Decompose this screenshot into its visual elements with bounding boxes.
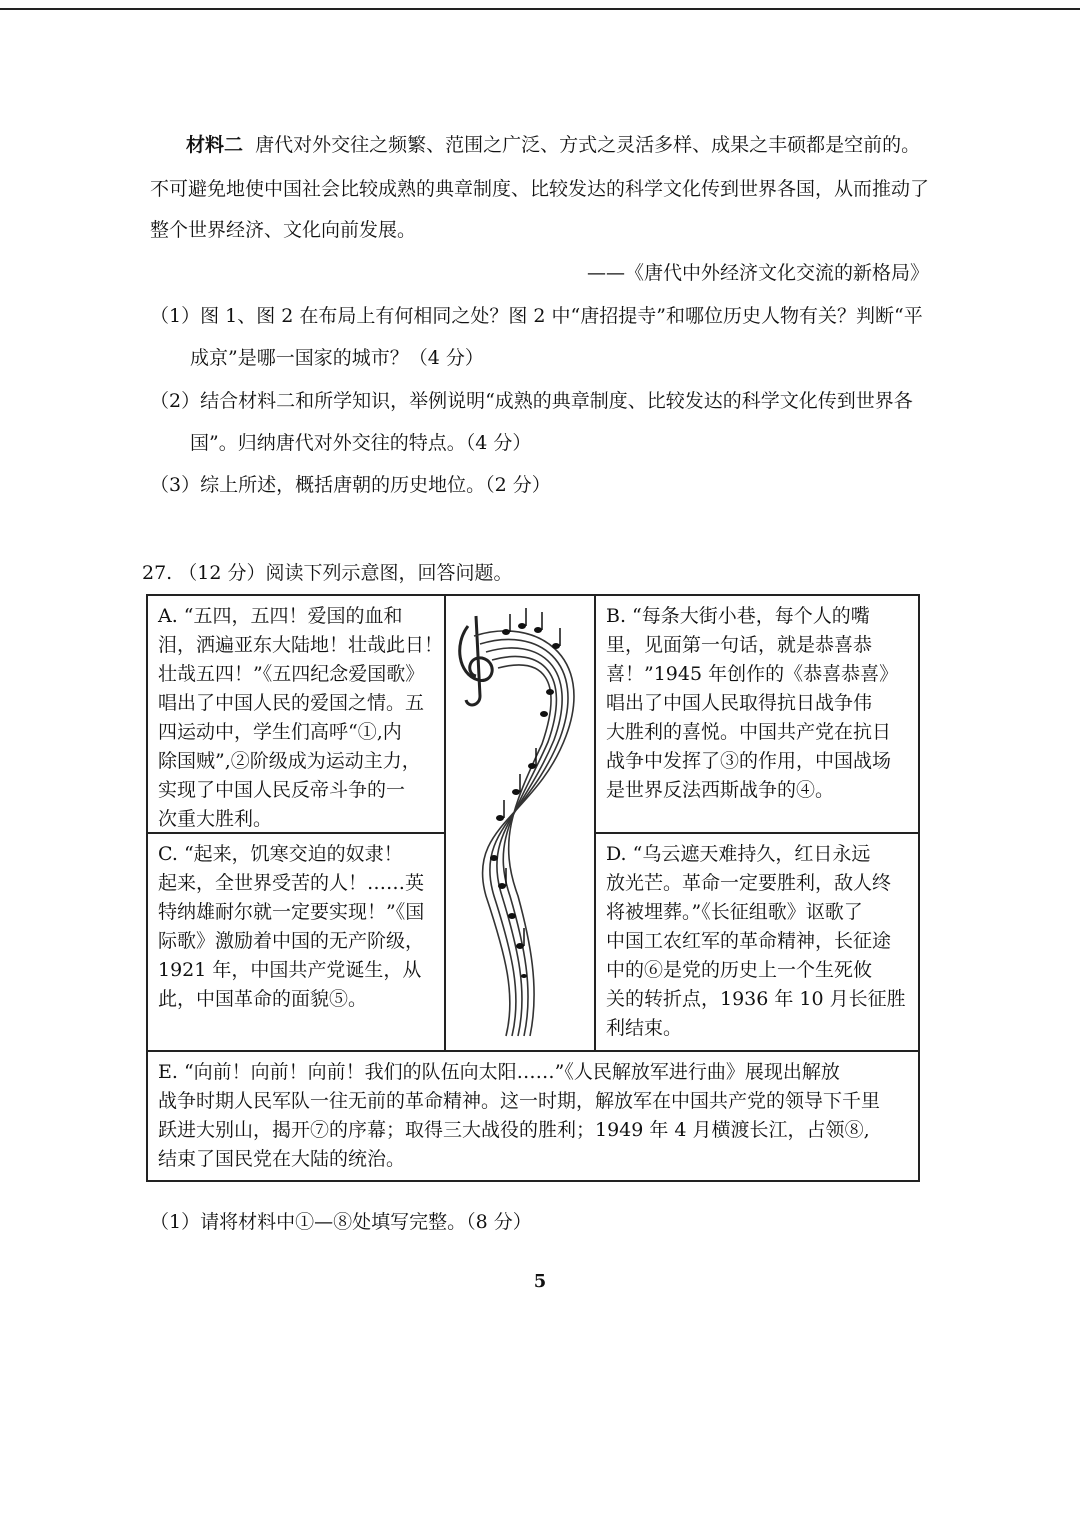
material2-source: ——《唐代中外经济文化交流的新格局》 bbox=[587, 262, 930, 284]
cell-a-line: 唱出了中国人民的爱国之情。五 bbox=[158, 692, 425, 714]
cell-a bbox=[146, 594, 446, 834]
q26-2-line-2: 国”。归纳唐代对外交往的特点。（4 分） bbox=[190, 432, 532, 454]
q26-3: （3）综上所述，概括唐朝的历史地位。（2 分） bbox=[150, 474, 551, 496]
cell-b-line: 大胜利的喜悦。中国共产党在抗日 bbox=[606, 721, 892, 743]
treble-clef-icon bbox=[460, 616, 492, 705]
cell-a-line: A. “五四，五四！爱国的血和 bbox=[158, 605, 403, 627]
cell-d-line: 中国工农红军的革命精神，长征途 bbox=[606, 930, 892, 952]
cell-b-line: B. “每条大街小巷，每个人的嘴 bbox=[606, 605, 870, 627]
material2-text-1: 唐代对外交往之频繁、范围之广泛、方式之灵活多样、成果之丰硕都是空前的。 bbox=[255, 134, 921, 156]
q26-1-line-1: （1）图 1、图 2 在布局上有何相同之处？图 2 中“唐招提寺”和哪位历史人物有关？判断“平 bbox=[150, 305, 923, 327]
cell-a-line: 实现了中国人民反帝斗争的一 bbox=[158, 779, 406, 801]
top-rule bbox=[0, 8, 1080, 10]
cell-c-line: C. “起来，饥寒交迫的奴隶！ bbox=[158, 843, 403, 865]
music-score-image-cell bbox=[444, 594, 596, 1052]
cell-b-line: 战争中发挥了③的作用，中国战场 bbox=[606, 750, 892, 772]
q27-1: （1）请将材料中①—⑧处填写完整。（8 分） bbox=[150, 1211, 532, 1233]
cell-e-line: 跃进大别山，揭开⑦的序幕；取得三大战役的胜利；1949 年 4 月横渡长江，占领⑧, bbox=[158, 1119, 870, 1141]
material2-line-2: 不可避免地使中国社会比较成熟的典章制度、比较发达的科学文化传到世界各国，从而推动了 bbox=[150, 178, 930, 200]
q26-2-line-1: （2）结合材料二和所学知识，举例说明“成熟的典章制度、比较发达的科学文化传到世界各 bbox=[150, 390, 913, 412]
cell-d-line: 放光芒。革命一定要胜利，敌人终 bbox=[606, 872, 892, 894]
q26-1-line-2: 成京”是哪一国家的城市？（4 分） bbox=[190, 347, 484, 369]
cell-a-line: 四运动中，学生们高呼“①,内 bbox=[158, 721, 402, 743]
cell-b bbox=[594, 594, 920, 834]
cell-e-line: 结束了国民党在大陆的统治。 bbox=[158, 1148, 406, 1170]
cell-d-line: 利结束。 bbox=[606, 1017, 683, 1039]
cell-a-line: 泪，洒遍亚东大陆地！壮哉此日！ bbox=[158, 634, 444, 656]
cell-c-line: 此，中国革命的面貌⑤。 bbox=[158, 988, 368, 1010]
cell-b-line: 唱出了中国人民取得抗日战争伟 bbox=[606, 692, 873, 714]
cell-c-line: 1921 年，中国共产党诞生，从 bbox=[158, 959, 422, 981]
cell-a-line: 次重大胜利。 bbox=[158, 808, 273, 830]
cell-c-line: 特纳雄耐尔就一定要实现！”《国 bbox=[158, 901, 425, 923]
cell-c-line: 起来，全世界受苦的人！……英 bbox=[158, 872, 425, 894]
material2-line-1 bbox=[186, 132, 920, 158]
cell-b-line: 喜！”1945 年创作的《恭喜恭喜》 bbox=[606, 663, 899, 685]
cell-d-line: 关的转折点，1936 年 10 月长征胜 bbox=[606, 988, 906, 1010]
cell-d-line: D. “乌云遮天难持久，红日永远 bbox=[606, 843, 871, 865]
cell-d bbox=[594, 832, 920, 1052]
cell-a-line: 壮哉五四！”《五四纪念爱国歌》 bbox=[158, 663, 425, 685]
cell-c bbox=[146, 832, 446, 1052]
page-number: 5 bbox=[533, 1271, 547, 1292]
material2-line-3: 整个世界经济、文化向前发展。 bbox=[150, 219, 417, 241]
cell-c-line: 际歌》激励着中国的无产阶级， bbox=[158, 930, 425, 952]
cell-d-line: 中的⑥是党的历史上一个生死攸 bbox=[606, 959, 873, 981]
q27-header: 27. （12 分）阅读下列示意图，回答问题。 bbox=[142, 562, 513, 584]
cell-a-line: 除国贼”,②阶级成为运动主力， bbox=[158, 750, 421, 772]
cell-e-line: 战争时期人民军队一往无前的革命精神。这一时期，解放军在中国共产党的领导下千里 bbox=[158, 1090, 881, 1112]
material2-label: 材料二 bbox=[186, 134, 244, 156]
cell-d-line: 将被埋葬。”《长征组歌》讴歌了 bbox=[606, 901, 863, 923]
cell-b-line: 是世界反法西斯战争的④。 bbox=[606, 779, 835, 801]
music-score-ribbon-illustration bbox=[446, 596, 594, 1050]
cell-e bbox=[146, 1050, 920, 1182]
cell-e-line: E. “向前！向前！向前！我们的队伍向太阳……”《人民解放军进行曲》展现出解放 bbox=[158, 1061, 840, 1083]
q27-table bbox=[146, 594, 920, 1182]
cell-b-line: 里，见面第一句话，就是恭喜恭 bbox=[606, 634, 873, 656]
